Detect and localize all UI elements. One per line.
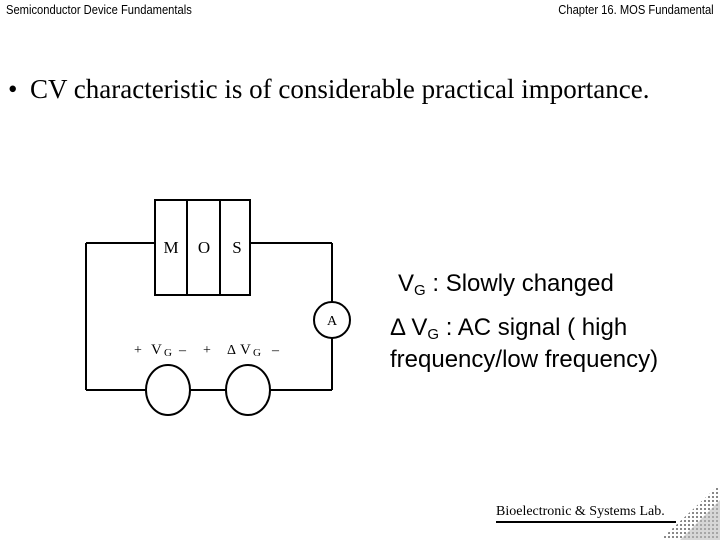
- description-line-frequency: frequency/low frequency): [390, 346, 659, 373]
- description-line-vg: $V_G$ : Slowly changed: [398, 270, 614, 299]
- delta-vg-plus: +: [203, 343, 211, 358]
- vg-symbol: V: [151, 342, 162, 358]
- bullet-text: CV characteristic is of considerable practical importance.: [30, 74, 650, 104]
- metal-label: M: [163, 238, 179, 257]
- vg-plus: +: [134, 343, 142, 358]
- delta-vg-minus: –: [272, 343, 279, 358]
- footer-lab-name: Bioelectronic & Systems Lab.: [496, 504, 665, 519]
- delta-symbol: Δ: [227, 343, 237, 358]
- vg-subscript: G: [164, 347, 172, 359]
- footer-underline: [496, 521, 676, 523]
- header-course-title: Semiconductor Device Fundamentals: [6, 2, 192, 17]
- ac-source-delta-vg: [226, 365, 270, 415]
- corner-decoration: [660, 484, 720, 540]
- delta-vg-symbol: V: [240, 342, 251, 358]
- vg-minus: –: [179, 343, 186, 358]
- ammeter-label: A: [326, 314, 338, 329]
- bullet-symbol: •: [8, 74, 18, 104]
- oxide-label: O: [197, 238, 211, 257]
- semiconductor-label: S: [232, 238, 242, 257]
- description-line-delta-vg: Δ $V_G$ : AC signal ( high: [390, 314, 628, 343]
- delta-vg-subscript: G: [253, 347, 261, 359]
- dc-source-vg: [146, 365, 190, 415]
- header-chapter-title: Chapter 16. MOS Fundamental: [558, 2, 714, 17]
